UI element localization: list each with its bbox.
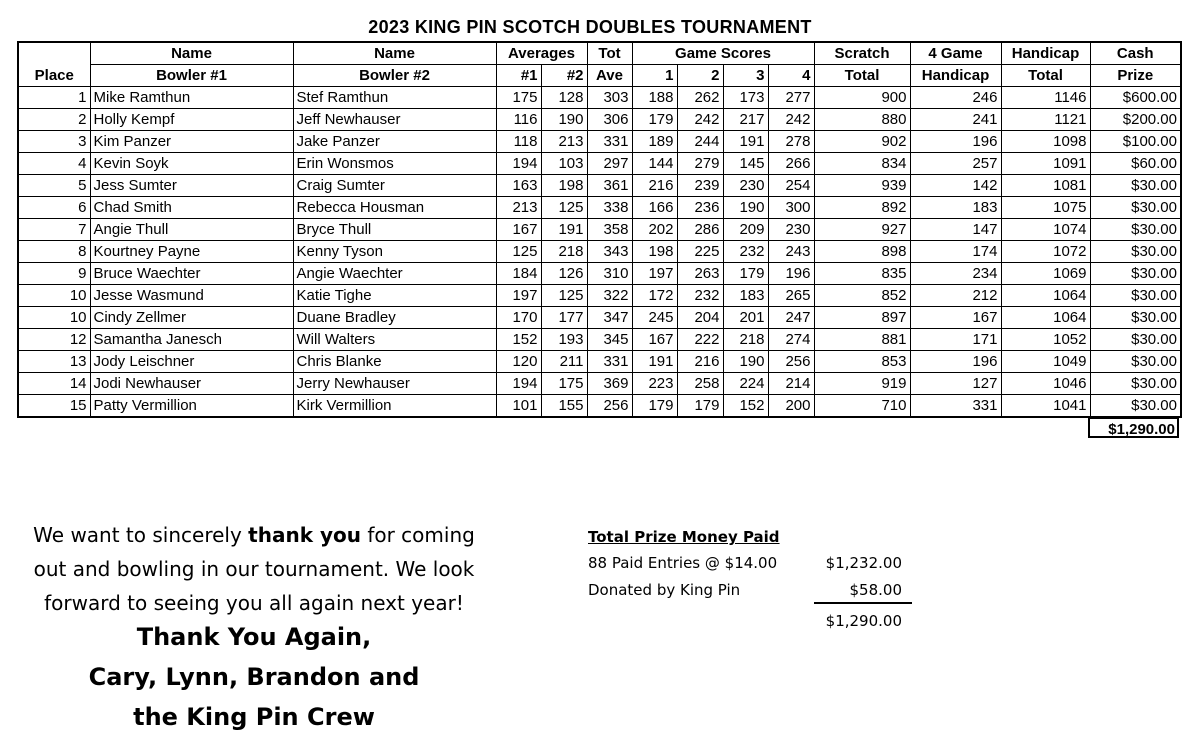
header-game1: 1	[632, 65, 677, 87]
cell-game-1: 223	[632, 373, 677, 395]
cell-bowler-1: Jodi Newhauser	[90, 373, 293, 395]
grand-total: $1,290.00	[1088, 417, 1179, 438]
table-row	[18, 219, 1181, 241]
cell-game-1: 245	[632, 307, 677, 329]
cell-game-3: 217	[723, 109, 768, 131]
cell-game-1: 188	[632, 87, 677, 109]
cell-bowler-2: Rebecca Housman	[293, 197, 496, 219]
cell-total-average: 331	[587, 131, 632, 153]
cell-bowler-2: Will Walters	[293, 329, 496, 351]
cell-handicap: 196	[910, 131, 1001, 153]
cell-cash-prize: $30.00	[1090, 307, 1181, 329]
cell-game-3: 183	[723, 285, 768, 307]
cell-bowler-2: Jake Panzer	[293, 131, 496, 153]
cell-average-2: 175	[541, 373, 587, 395]
cell-total-average: 303	[587, 87, 632, 109]
cell-game-1: 179	[632, 109, 677, 131]
cell-total-average: 310	[587, 263, 632, 285]
header-game2: 2	[677, 65, 723, 87]
table-row	[18, 373, 1181, 395]
header-handicap-bottom: Handicap	[910, 65, 1001, 87]
cell-bowler-1: Jesse Wasmund	[90, 285, 293, 307]
cell-handicap-total: 1041	[1001, 395, 1090, 418]
header-game4: 4	[768, 65, 814, 87]
cell-handicap-total: 1091	[1001, 153, 1090, 175]
table-body	[18, 87, 1181, 418]
header-handicap-total-bottom: Total	[1001, 65, 1090, 87]
cell-bowler-1: Kim Panzer	[90, 131, 293, 153]
cell-game-2: 232	[677, 285, 723, 307]
cell-average-2: 177	[541, 307, 587, 329]
cell-game-4: 266	[768, 153, 814, 175]
header-game-scores: Game Scores	[632, 42, 814, 65]
cell-cash-prize: $30.00	[1090, 241, 1181, 263]
cell-scratch-total: 900	[814, 87, 910, 109]
cell-scratch-total: 880	[814, 109, 910, 131]
cell-average-2: 213	[541, 131, 587, 153]
cell-handicap-total: 1081	[1001, 175, 1090, 197]
cell-game-1: 197	[632, 263, 677, 285]
cell-handicap-total: 1074	[1001, 219, 1090, 241]
cell-cash-prize: $30.00	[1090, 351, 1181, 373]
cell-bowler-1: Chad Smith	[90, 197, 293, 219]
cell-bowler-2: Angie Waechter	[293, 263, 496, 285]
cell-handicap: 234	[910, 263, 1001, 285]
cell-handicap: 147	[910, 219, 1001, 241]
cell-average-2: 155	[541, 395, 587, 418]
cell-cash-prize: $200.00	[1090, 109, 1181, 131]
cell-game-1: 166	[632, 197, 677, 219]
cell-game-2: 222	[677, 329, 723, 351]
cell-bowler-1: Kourtney Payne	[90, 241, 293, 263]
header-tot-top: Tot	[587, 42, 632, 65]
cell-total-average: 358	[587, 219, 632, 241]
cell-handicap: 246	[910, 87, 1001, 109]
cell-game-2: 244	[677, 131, 723, 153]
cell-handicap-total: 1146	[1001, 87, 1090, 109]
table-row	[18, 351, 1181, 373]
cell-game-3: 230	[723, 175, 768, 197]
cell-handicap: 127	[910, 373, 1001, 395]
cell-game-3: 152	[723, 395, 768, 418]
page-title: 2023 KING PIN SCOTCH DOUBLES TOURNAMENT	[368, 17, 812, 37]
header-averages: Averages	[496, 42, 587, 65]
table-row	[18, 131, 1181, 153]
thanks-line-1-pre: We want to sincerely	[33, 523, 249, 547]
cell-handicap: 241	[910, 109, 1001, 131]
table-header	[18, 42, 1181, 87]
donated-amount: $58.00	[849, 581, 902, 599]
cell-average-1: 101	[496, 395, 541, 418]
header-handicap-total-top: Handicap	[1001, 42, 1090, 65]
cell-game-4: 214	[768, 373, 814, 395]
cell-game-3: 173	[723, 87, 768, 109]
cell-game-1: 216	[632, 175, 677, 197]
cell-place: 9	[18, 263, 90, 285]
cell-cash-prize: $600.00	[1090, 87, 1181, 109]
cell-average-2: 191	[541, 219, 587, 241]
cell-game-3: 218	[723, 329, 768, 351]
thank-you-message	[20, 518, 488, 620]
cell-place: 3	[18, 131, 90, 153]
cell-bowler-1: Angie Thull	[90, 219, 293, 241]
cell-scratch-total: 898	[814, 241, 910, 263]
cell-average-1: 120	[496, 351, 541, 373]
cell-cash-prize: $60.00	[1090, 153, 1181, 175]
cell-average-2: 218	[541, 241, 587, 263]
results-table	[17, 41, 1182, 418]
cell-place: 13	[18, 351, 90, 373]
prize-money-heading: Total Prize Money Paid	[588, 528, 780, 546]
cell-bowler-1: Patty Vermillion	[90, 395, 293, 418]
header-bowler2-top: Name	[293, 42, 496, 65]
cell-game-2: 204	[677, 307, 723, 329]
cell-bowler-2: Craig Sumter	[293, 175, 496, 197]
cell-average-1: 125	[496, 241, 541, 263]
cell-average-2: 103	[541, 153, 587, 175]
cell-bowler-2: Katie Tighe	[293, 285, 496, 307]
cell-place: 7	[18, 219, 90, 241]
cell-total-average: 306	[587, 109, 632, 131]
cell-scratch-total: 710	[814, 395, 910, 418]
cell-cash-prize: $100.00	[1090, 131, 1181, 153]
cell-average-2: 125	[541, 285, 587, 307]
cell-game-1: 172	[632, 285, 677, 307]
cell-game-4: 243	[768, 241, 814, 263]
cell-game-2: 262	[677, 87, 723, 109]
cell-game-3: 232	[723, 241, 768, 263]
cell-handicap-total: 1052	[1001, 329, 1090, 351]
signoff	[20, 617, 488, 737]
cell-handicap: 174	[910, 241, 1001, 263]
cell-scratch-total: 881	[814, 329, 910, 351]
cell-game-2: 236	[677, 197, 723, 219]
cell-game-4: 300	[768, 197, 814, 219]
cell-game-1: 202	[632, 219, 677, 241]
cell-bowler-1: Kevin Soyk	[90, 153, 293, 175]
signoff-line-1: Thank You Again,	[136, 623, 372, 651]
cell-game-2: 242	[677, 109, 723, 131]
header-cash-top: Cash	[1090, 42, 1181, 65]
cell-bowler-1: Bruce Waechter	[90, 263, 293, 285]
cell-place: 15	[18, 395, 90, 418]
table-row	[18, 153, 1181, 175]
cell-cash-prize: $30.00	[1090, 219, 1181, 241]
cell-game-3: 209	[723, 219, 768, 241]
cell-handicap: 257	[910, 153, 1001, 175]
cell-game-2: 286	[677, 219, 723, 241]
table-row	[18, 175, 1181, 197]
sum-rule	[814, 602, 912, 604]
cell-total-average: 345	[587, 329, 632, 351]
cell-average-1: 184	[496, 263, 541, 285]
cell-handicap: 183	[910, 197, 1001, 219]
cell-game-3: 224	[723, 373, 768, 395]
header-cash-bottom: Prize	[1090, 65, 1181, 87]
cell-game-3: 190	[723, 351, 768, 373]
cell-cash-prize: $30.00	[1090, 329, 1181, 351]
cell-cash-prize: $30.00	[1090, 197, 1181, 219]
cell-place: 1	[18, 87, 90, 109]
cell-place: 4	[18, 153, 90, 175]
cell-total-average: 331	[587, 351, 632, 373]
cell-place: 6	[18, 197, 90, 219]
cell-handicap: 167	[910, 307, 1001, 329]
cell-place: 14	[18, 373, 90, 395]
thanks-line-3: forward to seeing you all again next year!	[44, 591, 464, 615]
cell-game-1: 167	[632, 329, 677, 351]
cell-game-1: 191	[632, 351, 677, 373]
cell-handicap-total: 1072	[1001, 241, 1090, 263]
cell-game-1: 144	[632, 153, 677, 175]
cell-average-1: 194	[496, 373, 541, 395]
cell-average-1: 213	[496, 197, 541, 219]
cell-handicap: 196	[910, 351, 1001, 373]
cell-scratch-total: 919	[814, 373, 910, 395]
cell-handicap: 142	[910, 175, 1001, 197]
cell-cash-prize: $30.00	[1090, 285, 1181, 307]
header-tot-bottom: Ave	[587, 65, 632, 87]
cell-game-2: 225	[677, 241, 723, 263]
cell-game-1: 189	[632, 131, 677, 153]
cell-game-2: 179	[677, 395, 723, 418]
cell-game-4: 278	[768, 131, 814, 153]
cell-bowler-2: Bryce Thull	[293, 219, 496, 241]
cell-handicap-total: 1098	[1001, 131, 1090, 153]
cell-average-2: 125	[541, 197, 587, 219]
header-avg1: #1	[496, 65, 541, 87]
cell-bowler-2: Chris Blanke	[293, 351, 496, 373]
cell-total-average: 361	[587, 175, 632, 197]
cell-total-average: 297	[587, 153, 632, 175]
cell-bowler-2: Erin Wonsmos	[293, 153, 496, 175]
cell-bowler-2: Jeff Newhauser	[293, 109, 496, 131]
entries-amount: $1,232.00	[825, 554, 902, 572]
donated-label: Donated by King Pin	[588, 581, 741, 599]
signoff-line-2: Cary, Lynn, Brandon and	[88, 663, 420, 691]
cell-total-average: 369	[587, 373, 632, 395]
cell-average-1: 197	[496, 285, 541, 307]
cell-game-4: 200	[768, 395, 814, 418]
cell-average-2: 190	[541, 109, 587, 131]
cell-average-1: 170	[496, 307, 541, 329]
thanks-line-2: out and bowling in our tournament. We look	[33, 557, 475, 581]
cell-scratch-total: 897	[814, 307, 910, 329]
cell-average-1: 118	[496, 131, 541, 153]
cell-total-average: 338	[587, 197, 632, 219]
header-bowler1-top: Name	[90, 42, 293, 65]
prize-total-amount: $1,290.00	[825, 612, 902, 630]
cell-game-2: 263	[677, 263, 723, 285]
cell-place: 12	[18, 329, 90, 351]
cell-game-2: 279	[677, 153, 723, 175]
cell-game-4: 265	[768, 285, 814, 307]
table-row	[18, 395, 1181, 418]
cell-game-3: 201	[723, 307, 768, 329]
cell-handicap-total: 1075	[1001, 197, 1090, 219]
cell-average-2: 198	[541, 175, 587, 197]
cell-game-1: 198	[632, 241, 677, 263]
cell-game-4: 254	[768, 175, 814, 197]
table-row	[18, 285, 1181, 307]
header-handicap-top: 4 Game	[910, 42, 1001, 65]
cell-scratch-total: 853	[814, 351, 910, 373]
cell-game-4: 230	[768, 219, 814, 241]
cell-game-4: 277	[768, 87, 814, 109]
header-bowler2-bottom: Bowler #2	[293, 65, 496, 87]
table-row	[18, 329, 1181, 351]
cell-place: 10	[18, 307, 90, 329]
cell-scratch-total: 927	[814, 219, 910, 241]
cell-place: 8	[18, 241, 90, 263]
cell-game-4: 256	[768, 351, 814, 373]
cell-average-1: 163	[496, 175, 541, 197]
cell-handicap-total: 1064	[1001, 285, 1090, 307]
cell-average-2: 211	[541, 351, 587, 373]
cell-game-4: 242	[768, 109, 814, 131]
cell-cash-prize: $30.00	[1090, 373, 1181, 395]
table-row	[18, 87, 1181, 109]
cell-game-4: 274	[768, 329, 814, 351]
cell-handicap: 171	[910, 329, 1001, 351]
thanks-line-1	[20, 518, 488, 552]
cell-handicap: 331	[910, 395, 1001, 418]
cell-average-2: 193	[541, 329, 587, 351]
thanks-line-1-bold: thank you	[248, 523, 361, 547]
table-row	[18, 263, 1181, 285]
cell-cash-prize: $30.00	[1090, 263, 1181, 285]
cell-bowler-2: Stef Ramthun	[293, 87, 496, 109]
cell-bowler-1: Samantha Janesch	[90, 329, 293, 351]
table-row	[18, 109, 1181, 131]
cell-scratch-total: 835	[814, 263, 910, 285]
cell-game-2: 258	[677, 373, 723, 395]
cell-game-4: 247	[768, 307, 814, 329]
entries-label: 88 Paid Entries @ $14.00	[588, 554, 778, 572]
header-place: Place	[18, 42, 90, 87]
table-row	[18, 197, 1181, 219]
thanks-line-1-post: for coming	[360, 523, 475, 547]
cell-handicap-total: 1049	[1001, 351, 1090, 373]
cell-total-average: 343	[587, 241, 632, 263]
cell-average-1: 152	[496, 329, 541, 351]
cell-total-average: 256	[587, 395, 632, 418]
header-game3: 3	[723, 65, 768, 87]
header-bowler1-bottom: Bowler #1	[90, 65, 293, 87]
cell-bowler-2: Duane Bradley	[293, 307, 496, 329]
cell-game-3: 190	[723, 197, 768, 219]
cell-average-2: 128	[541, 87, 587, 109]
table-row	[18, 241, 1181, 263]
cell-total-average: 322	[587, 285, 632, 307]
cell-game-2: 216	[677, 351, 723, 373]
cell-scratch-total: 834	[814, 153, 910, 175]
cell-game-3: 145	[723, 153, 768, 175]
cell-game-2: 239	[677, 175, 723, 197]
cell-game-3: 179	[723, 263, 768, 285]
cell-cash-prize: $30.00	[1090, 175, 1181, 197]
cell-average-2: 126	[541, 263, 587, 285]
header-avg2: #2	[541, 65, 587, 87]
cell-scratch-total: 902	[814, 131, 910, 153]
cell-bowler-2: Jerry Newhauser	[293, 373, 496, 395]
cell-scratch-total: 852	[814, 285, 910, 307]
cell-average-1: 116	[496, 109, 541, 131]
cell-game-4: 196	[768, 263, 814, 285]
cell-place: 2	[18, 109, 90, 131]
cell-place: 5	[18, 175, 90, 197]
cell-game-1: 179	[632, 395, 677, 418]
cell-average-1: 167	[496, 219, 541, 241]
cell-handicap-total: 1064	[1001, 307, 1090, 329]
cell-total-average: 347	[587, 307, 632, 329]
cell-bowler-2: Kirk Vermillion	[293, 395, 496, 418]
cell-bowler-1: Holly Kempf	[90, 109, 293, 131]
cell-bowler-2: Kenny Tyson	[293, 241, 496, 263]
cell-game-3: 191	[723, 131, 768, 153]
cell-average-1: 194	[496, 153, 541, 175]
cell-cash-prize: $30.00	[1090, 395, 1181, 418]
cell-handicap-total: 1046	[1001, 373, 1090, 395]
header-scratch-bottom: Total	[814, 65, 910, 87]
cell-handicap-total: 1121	[1001, 109, 1090, 131]
cell-scratch-total: 892	[814, 197, 910, 219]
signoff-line-3: the King Pin Crew	[133, 703, 375, 731]
table-row	[18, 307, 1181, 329]
header-scratch-top: Scratch	[814, 42, 910, 65]
cell-bowler-1: Mike Ramthun	[90, 87, 293, 109]
cell-scratch-total: 939	[814, 175, 910, 197]
cell-bowler-1: Jess Sumter	[90, 175, 293, 197]
cell-handicap: 212	[910, 285, 1001, 307]
cell-handicap-total: 1069	[1001, 263, 1090, 285]
cell-bowler-1: Jody Leischner	[90, 351, 293, 373]
cell-place: 10	[18, 285, 90, 307]
cell-average-1: 175	[496, 87, 541, 109]
cell-bowler-1: Cindy Zellmer	[90, 307, 293, 329]
